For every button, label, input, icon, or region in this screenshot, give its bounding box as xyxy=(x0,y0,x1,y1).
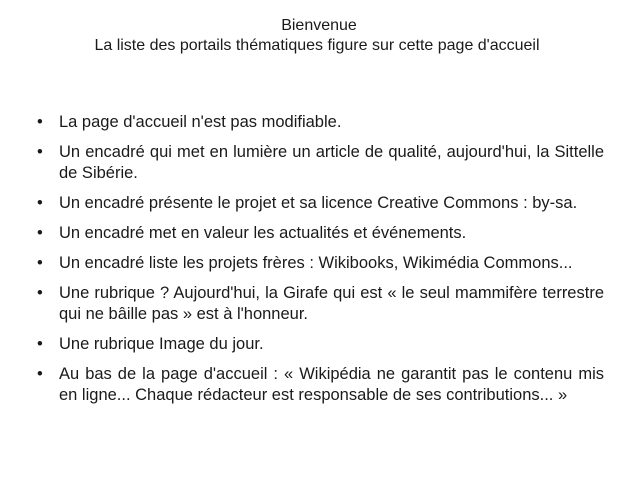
bullet-item-featured-article: • Un encadré qui met en lumière un article de qualité, aujourd'hui, la Sittelle de Sibérie. xyxy=(0,142,638,184)
bullet-list xyxy=(0,112,638,415)
bullet-item-non-editable: • La page d'accueil n'est pas modifiable. xyxy=(0,112,638,133)
slide-header xyxy=(0,16,638,56)
slide-title: Bienvenue xyxy=(281,17,357,34)
bullet-item-news-events: • Un encadré met en valeur les actualités et événements. xyxy=(0,223,638,244)
slide-subtitle: La liste des portails thématiques figure sur cette page d'accueil xyxy=(94,37,540,54)
bullet-item-license: • Un encadré présente le projet et sa licence Creative Commons : by-sa. xyxy=(0,193,638,214)
bullet-item-sister-projects: • Un encadré liste les projets frères : Wikibooks, Wikimédia Commons... xyxy=(0,253,638,274)
bullet-item-did-you-know: • Une rubrique ? Aujourd'hui, la Girafe qui est « le seul mammifère terrestre qui ne bâille pas » est à l'honneur. xyxy=(0,283,638,325)
bullet-item-image-of-day: • Une rubrique Image du jour. xyxy=(0,334,638,355)
bullet-item-disclaimer: • Au bas de la page d'accueil : « Wikipédia ne garantit pas le contenu mis en ligne... Chaque rédacteur est responsable de ses contributions... » xyxy=(0,364,638,406)
